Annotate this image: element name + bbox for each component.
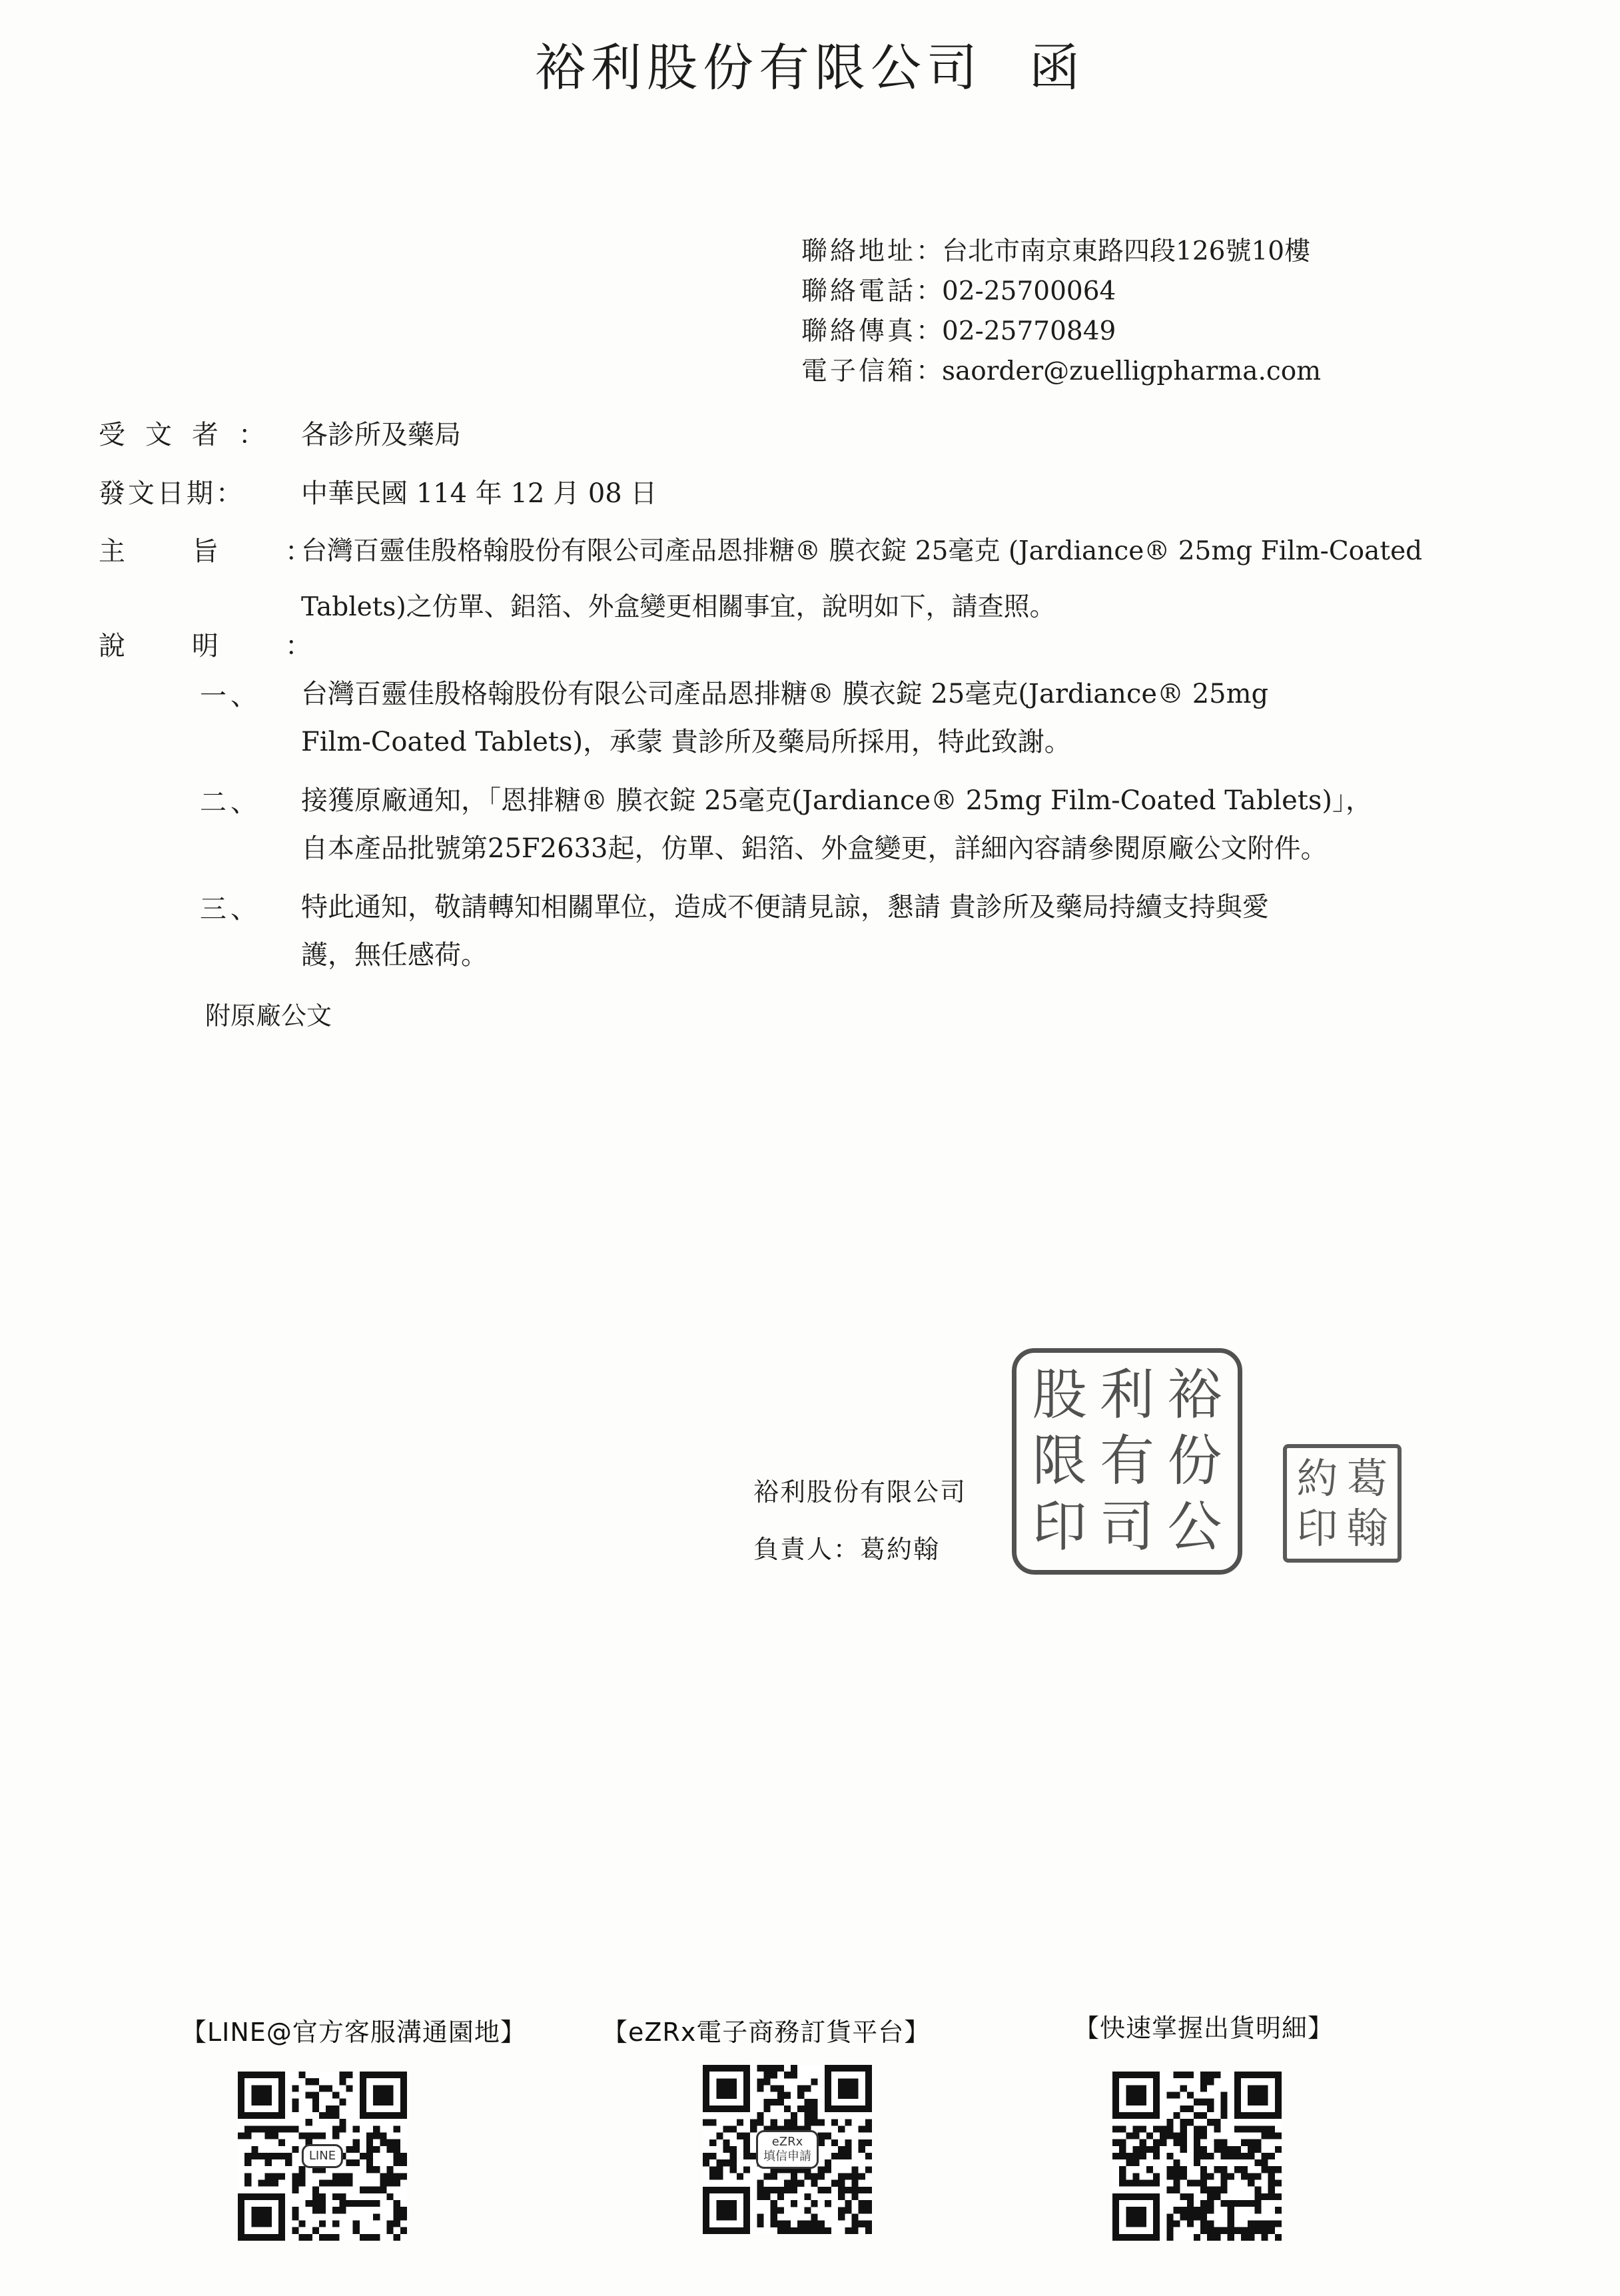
attachment-note: 附原廠公文 — [205, 1001, 332, 1030]
contact-fax: 聯絡傳真：02-25770849 — [801, 316, 1116, 346]
seal-glyph: 限 — [1032, 1429, 1087, 1493]
date-value: 中華民國 114 年 12 月 08 日 — [301, 478, 657, 509]
contact-email: 電子信箱：saorder@zuelligpharma.com — [801, 356, 1322, 386]
date-label: 發文日期： — [99, 478, 245, 509]
seal-glyph: 約 — [1296, 1453, 1338, 1503]
qr-label-ezrx: 【eZRx電子商務訂貨平台】 — [602, 2018, 931, 2047]
ezrx-logo-icon: eZRx 填信申請 — [756, 2130, 819, 2169]
seal-glyph: 葛 — [1346, 1453, 1388, 1503]
contact-phone: 聯絡電話：02-25700064 — [801, 276, 1116, 306]
seal-glyph: 有 — [1100, 1429, 1155, 1493]
paragraph-1-number: 一、 — [200, 681, 261, 711]
paragraph-2-number: 二、 — [200, 787, 261, 818]
qr-code-line[interactable] — [238, 2072, 407, 2241]
subject-line-2: Tablets)之仿單、鋁箔、外盒變更相關事宜，說明如下，請查照。 — [301, 592, 1056, 622]
qr-label-line: 【LINE@官方客服溝通園地】 — [181, 2018, 526, 2047]
paragraph-3-number: 三、 — [200, 894, 261, 925]
qr-code-shipment[interactable] — [1112, 2072, 1282, 2241]
subject-text — [301, 524, 1422, 635]
company-seal — [1012, 1348, 1242, 1575]
subject-label: 主旨： — [99, 536, 378, 567]
letter-title — [0, 35, 1620, 101]
seal-glyph: 司 — [1100, 1495, 1155, 1559]
seal-glyph: 份 — [1167, 1429, 1222, 1493]
signature-person — [753, 1529, 940, 1569]
explain-label: 說明： — [99, 631, 378, 661]
qr-code-ezrx[interactable] — [703, 2065, 872, 2234]
seal-glyph: 翰 — [1346, 1503, 1388, 1553]
person-label: 負責人： — [753, 1535, 861, 1564]
doc-type: 函 — [1029, 38, 1085, 97]
seal-glyph: 利 — [1100, 1363, 1155, 1427]
seal-glyph: 裕 — [1167, 1363, 1222, 1427]
recipient-label: 受文者： — [99, 420, 285, 450]
signature-company: 裕利股份有限公司 — [753, 1477, 967, 1507]
contact-block — [801, 232, 1321, 392]
company-name: 裕利股份有限公司 — [535, 38, 983, 97]
subject-line-1: 台灣百靈佳殷格翰股份有限公司產品恩排糖® 膜衣錠 25毫克 (Jardiance® 25mg Film-Coated — [301, 536, 1423, 566]
paragraph-1: 台灣百靈佳殷格翰股份有限公司產品恩排糖® 膜衣錠 25毫克(Jardiance® 25mg Film-Coated Tablets)，承蒙 貴診所及藥局所採用，特此致謝。 — [301, 679, 1269, 757]
line-logo-icon: LINE — [302, 2144, 343, 2168]
qr-label-shipment: 【快速掌握出貨明細】 — [1074, 2014, 1334, 2043]
recipient-value: 各診所及藥局 — [301, 420, 461, 450]
seal-glyph: 印 — [1032, 1495, 1087, 1559]
seal-glyph: 公 — [1167, 1495, 1222, 1559]
seal-glyph: 股 — [1032, 1363, 1087, 1427]
paragraph-2: 接獲原廠通知，「恩排糖® 膜衣錠 25毫克(Jardiance® 25mg Film-Coated Tablets)」， 自本產品批號第25F2633起，仿單、鋁箔、外盒變更，詳細內容請參閱原廠公文附件。 — [301, 785, 1372, 864]
contact-address: 聯絡地址：台北市南京東路四段126號10樓 — [801, 236, 1311, 266]
seal-glyph: 印 — [1296, 1503, 1338, 1553]
paragraph-3: 特此通知，敬請轉知相關單位，造成不便請見諒，懇請 貴診所及藥局持續支持與愛 護，無任感荷。 — [301, 892, 1269, 970]
personal-seal — [1283, 1444, 1402, 1563]
person-name: 葛約翰 — [860, 1535, 941, 1564]
